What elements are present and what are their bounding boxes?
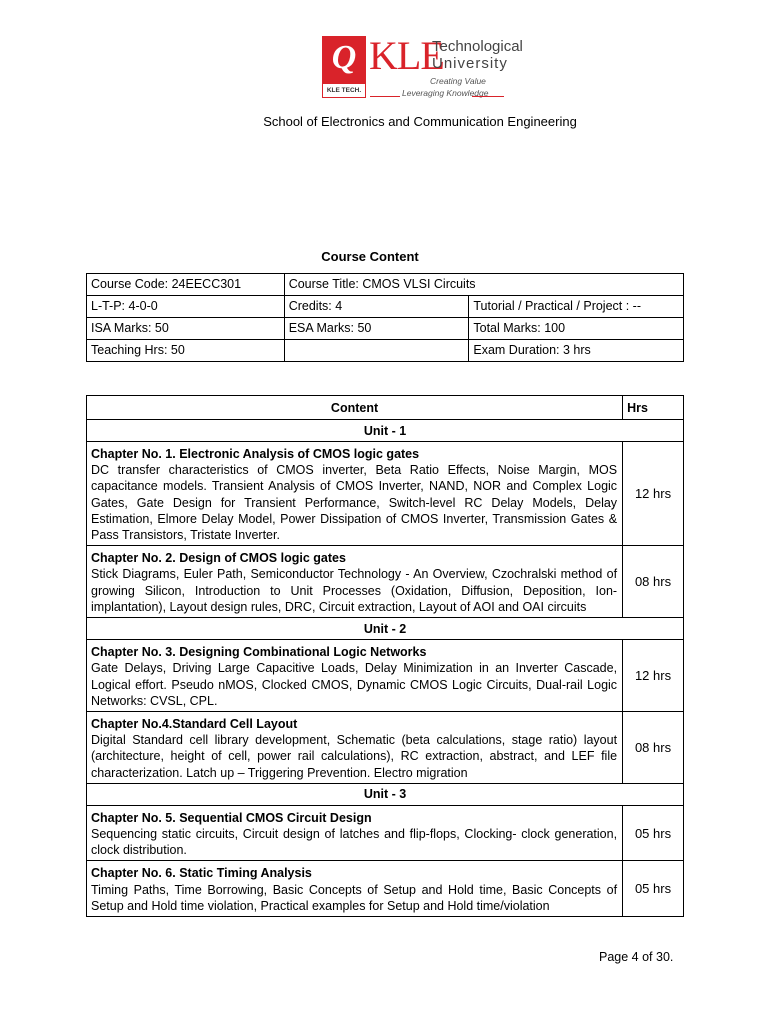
chapter-hrs: 05 hrs: [623, 861, 684, 917]
unit-row: [87, 618, 684, 640]
chapter-title: Chapter No. 3. Designing Combinational Logic Networks: [91, 645, 427, 660]
chapter-body: Gate Delays, Driving Large Capacitive Loads, Delay Minimization in an Inverter Cascade, Logical effort. Pseudo nMOS, Clocked CMOS, Dynamic CMOS Logic Circuits, Dual-rail Logic Networks: CVSL, CPL.: [91, 661, 618, 708]
table-row: [87, 318, 684, 340]
school-name: School of Electronics and Communication Engineering: [263, 114, 577, 129]
university-logo: [322, 33, 523, 102]
isa-marks-cell: ISA Marks: 50: [87, 318, 285, 340]
logo-divider-right: [472, 96, 504, 97]
chapter-row: [87, 442, 684, 546]
esa-marks-cell: ESA Marks: 50: [284, 318, 469, 340]
section-title: Course Content: [321, 249, 419, 264]
chapter-hrs: 12 hrs: [623, 442, 684, 546]
logo-tagline1: Creating Value: [430, 76, 486, 86]
unit-row: [87, 783, 684, 805]
chapter-body: Digital Standard cell library development, Schematic (beta calculations, stage ratio) layout (architecture, height of cell, power rail calculations), RC extraction, abstract, and LEF file characterization. Latch up – Triggering Prevention. Electro migration: [91, 733, 618, 780]
chapter-row: [87, 861, 684, 917]
logo-divider-left: [370, 96, 400, 97]
chapter-cell: [87, 861, 623, 917]
chapter-hrs: 08 hrs: [623, 546, 684, 618]
chapter-body: Timing Paths, Time Borrowing, Basic Concepts of Setup and Hold time, Basic Concepts of Setup and Hold time violation, Practical examples for Setup and Hold time/violation: [91, 882, 618, 913]
table-row: [87, 296, 684, 318]
chapter-row: [87, 712, 684, 784]
ltp-cell: L-T-P: 4-0-0: [87, 296, 285, 318]
chapter-title: Chapter No. 5. Sequential CMOS Circuit Design: [91, 810, 372, 825]
total-marks-cell: Total Marks: 100: [469, 318, 684, 340]
chapter-row: [87, 640, 684, 712]
hrs-header: Hrs: [623, 396, 684, 420]
logo-line2: University: [432, 55, 508, 72]
chapter-cell: [87, 712, 623, 784]
teaching-hrs-cell: Teaching Hrs: 50: [87, 340, 285, 362]
credits-cell: Credits: 4: [284, 296, 469, 318]
unit-label: Unit - 2: [87, 618, 684, 640]
content-table: [86, 395, 684, 917]
blank-cell: [284, 340, 469, 362]
logo-mark: [322, 36, 366, 98]
logo-tagline2: Leveraging Knowledge: [402, 88, 489, 98]
chapter-title: Chapter No. 6. Static Timing Analysis: [91, 866, 312, 881]
unit-label: Unit - 1: [87, 420, 684, 442]
tutorial-cell: Tutorial / Practical / Project : --: [469, 296, 684, 318]
chapter-body: Sequencing static circuits, Circuit design of latches and flip-flops, Clocking- clock generation, clock distribution.: [91, 827, 618, 858]
logo-name: KLE: [369, 33, 444, 78]
page-number: Page 4 of 30.: [599, 950, 674, 964]
chapter-title: Chapter No. 1. Electronic Analysis of CMOS logic gates: [91, 447, 420, 461]
chapter-cell: [87, 546, 623, 618]
table-header-row: [87, 396, 684, 420]
table-row: [87, 340, 684, 362]
chapter-cell: [87, 640, 623, 712]
chapter-hrs: 08 hrs: [623, 712, 684, 784]
chapter-body: Stick Diagrams, Euler Path, Semiconductor Technology - An Overview, Czochralski method of growing Silicon, Introduction to Unit Processes (Oxidation, Diffusion, Deposition, Ion-implantation), Layout design rules, DRC, Circuit extraction, Layout of AOI and OAI circuits: [91, 567, 618, 614]
table-row: [87, 274, 684, 296]
course-title-cell: Course Title: CMOS VLSI Circuits: [284, 274, 683, 296]
logo-line1: Technological: [432, 38, 523, 55]
logo-mark-caption: KLE TECH.: [322, 83, 366, 98]
course-info-table: [86, 273, 684, 362]
unit-row: [87, 420, 684, 442]
content-header: Content: [87, 396, 623, 420]
chapter-cell: [87, 805, 623, 861]
chapter-row: [87, 546, 684, 618]
chapter-body: DC transfer characteristics of CMOS inverter, Beta Ratio Effects, Noise Margin, MOS capacitance models. Transient Analysis of CMOS Inverter, NAND, NOR and Complex Logic Gates, Gate Design for Transient Performance, Switch-level RC Delay Models, Delay Estimation, Elmore Delay Model, Power Dissipation of CMOS Inverter, Transmission Gates & Pass Transistors, Tristate Inverter.: [91, 463, 618, 543]
chapter-row: [87, 805, 684, 861]
chapter-cell: [87, 442, 623, 546]
exam-duration-cell: Exam Duration: 3 hrs: [469, 340, 684, 362]
unit-label: Unit - 3: [87, 783, 684, 805]
chapter-hrs: 12 hrs: [623, 640, 684, 712]
course-code-cell: Course Code: 24EECC301: [87, 274, 285, 296]
chapter-hrs: 05 hrs: [623, 805, 684, 861]
chapter-title: Chapter No.4.Standard Cell Layout: [91, 717, 298, 732]
logo-mark-letter: Q: [331, 39, 357, 76]
chapter-title: Chapter No. 2. Design of CMOS logic gates: [91, 551, 346, 566]
